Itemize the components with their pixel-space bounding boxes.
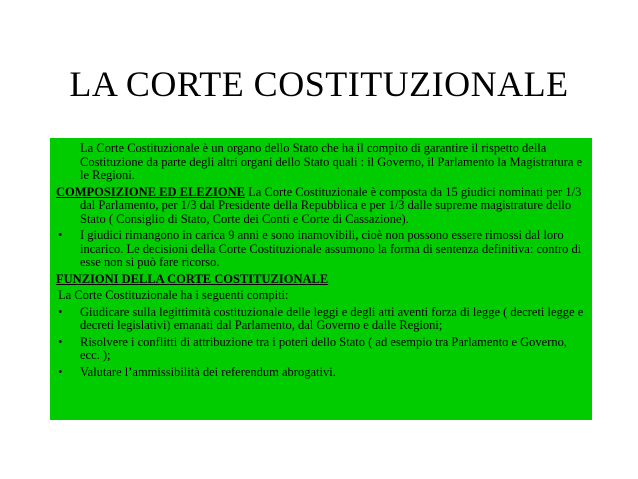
composizione-text: La Corte Costituzionale è composta da 15 giudici nominati per 1/3 dal Parlamento, per 1/3 dal Presidente della Repubblica e per 1/3 dalle supreme magistrature dello Stato ( Consiglio di Stato, Corte dei Conti e Corte di Cassazione). [80, 184, 582, 226]
slide-title: LA CORTE COSTITUZIONALE [69, 64, 569, 104]
bullet-icon: • [58, 228, 63, 242]
composizione-heading: COMPOSIZIONE ED ELEZIONE [56, 184, 245, 199]
funzioni-heading-paragraph [56, 273, 586, 287]
bullet-icon: • [58, 364, 63, 379]
composizione-paragraph [56, 186, 586, 227]
bullet-icon: • [58, 334, 63, 349]
funzioni-heading: FUNZIONI DELLA CORTE COSTITUZIONALE [56, 271, 329, 286]
list-item-text: Risolvere i conflitti di attribuzione tra i poteri dello Stato ( ad esempio tra Parlamento e Governo, ecc. ); [80, 334, 568, 362]
list-item-text: Giudicare sulla legittimità costituzionale delle leggi e degli atti aventi forza di legge ( decreti legge e decreti legislativi) emanati dal Parlamento, dal Governo e dalle Regioni; [80, 304, 584, 332]
list-item-text: I giudici rimangono in carica 9 anni e sono inamovibili, cioè non possono essere rimossi dal loro incarico. Le decisioni della Corte Costituzionale assumono la forma di sentenza definitiva: contro di esse non si può fare ricorso. [80, 228, 582, 269]
list-item-funzione [56, 366, 586, 380]
funzioni-intro: La Corte Costituzionale ha i seguenti compiti: [58, 288, 289, 302]
list-item-text: Valutare l’ammissibilità dei referendum abrogativi. [80, 364, 336, 379]
content-box [50, 138, 592, 420]
list-item-funzione [56, 306, 586, 333]
list-item-giudici [56, 229, 586, 270]
bullet-icon: • [58, 304, 63, 319]
intro-paragraph: La Corte Costituzionale è un organo dello Stato che ha il compito di garantire il rispetto della Costituzione da parte degli altri organi dello Stato quali : il Governo, il Parlamento la Magistratura e le Regioni. [80, 141, 583, 182]
list-item-funzione [56, 336, 586, 363]
